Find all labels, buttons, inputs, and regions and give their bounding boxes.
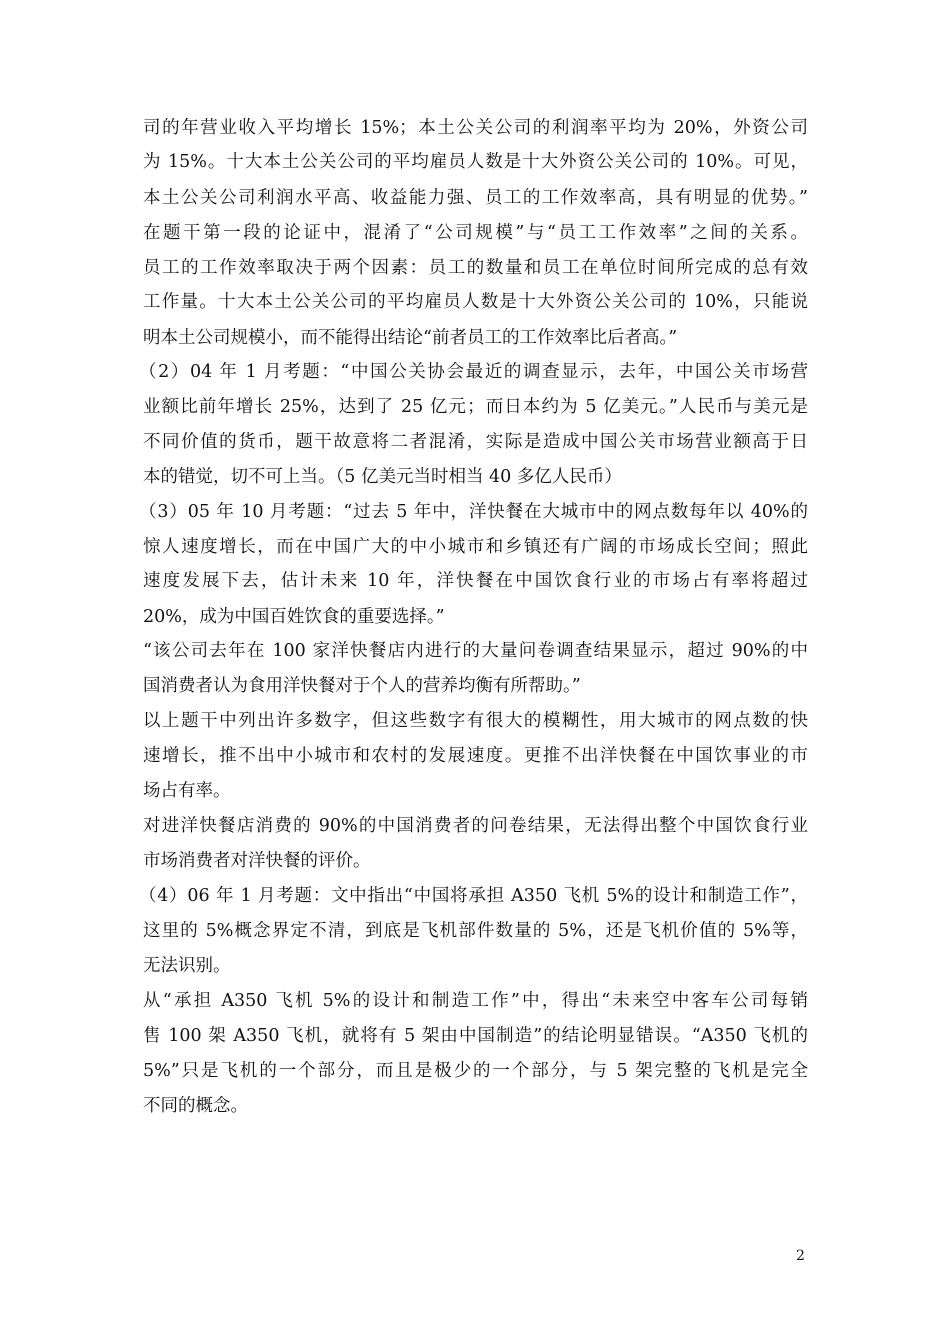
text-line: 售 100 架 A350 飞机，就将有 5 架由中国制造”的结论明显错误。“A350 飞机的	[143, 1026, 808, 1046]
text-line: 速度发展下去，估计未来 10 年，洋快餐在中国饮食行业的市场占有率将超过	[143, 571, 808, 591]
text-line: 国消费者认为食用洋快餐对于个人的营养均衡有所帮助。”	[143, 676, 581, 696]
text-line: 惊人速度增长，而在中国广大的中小城市和乡镇还有广阔的市场成长空间；照此	[143, 537, 808, 557]
text-line: （3）05 年 10 月考题：“过去 5 年中，洋快餐在大城市中的网点数每年以 40%的	[139, 502, 808, 522]
text-line: 明本土公司规模小，而不能得出结论“前者员工的工作效率比后者高。”	[143, 328, 678, 348]
text-line: 本土公关公司利润水平高、收益能力强、员工的工作效率高，具有明显的优势。”	[143, 188, 808, 208]
text-line: 5%”只是飞机的一个部分，而且是极少的一个部分，与 5 架完整的飞机是完全	[143, 1061, 808, 1081]
text-line: 速增长，推不出中小城市和农村的发展速度。更推不出洋快餐在中国饮事业的市	[143, 746, 808, 766]
text-line: 不同的概念。	[143, 1096, 248, 1116]
text-line: 以上题干中列出许多数字，但这些数字有很大的模糊性，用大城市的网点数的快	[143, 711, 808, 731]
text-line: 员工的工作效率取决于两个因素：员工的数量和员工在单位时间所完成的总有效	[143, 258, 808, 278]
text-line: 不同价值的货币，题干故意将二者混淆，实际是造成中国公关市场营业额高于日	[143, 432, 808, 452]
text-line: 无法识别。	[143, 956, 231, 976]
text-line: 在题干第一段的论证中，混淆了“公司规模”与“员工工作效率”之间的关系。	[143, 223, 808, 243]
text-line: “该公司去年在 100 家洋快餐店内进行的大量问卷调查结果显示，超过 90%的中	[143, 641, 808, 661]
text-line: 本的错觉，切不可上当。（5 亿美元当时相当 40 多亿人民币）	[143, 467, 622, 487]
text-line: （4）06 年 1 月考题：文中指出“中国将承担 A350 飞机 5%的设计和制造工作”，	[139, 886, 808, 906]
text-line: 20%，成为中国百姓饮食的重要选择。”	[143, 607, 445, 627]
page-number: 2	[796, 1248, 805, 1264]
text-line: 市场消费者对洋快餐的评价。	[143, 851, 371, 871]
text-line: 司的年营业收入平均增长 15%；本土公关公司的利润率平均为 20%，外资公司	[143, 118, 808, 138]
text-line: （2）04 年 1 月考题：“中国公关协会最近的调查显示，去年，中国公关市场营	[139, 362, 808, 382]
text-line: 场占有率。	[143, 781, 231, 801]
text-line: 业额比前年增长 25%，达到了 25 亿元；而日本约为 5 亿美元。”人民币与美元是	[143, 397, 808, 417]
text-line: 这里的 5%概念界定不清，到底是飞机部件数量的 5%，还是飞机价值的 5%等，	[143, 921, 808, 941]
text-line: 为 15%。十大本土公关公司的平均雇员人数是十大外资公关公司的 10%。可见，	[143, 152, 808, 172]
text-line: 从“承担 A350 飞机 5%的设计和制造工作”中，得出“未来空中客车公司每销	[143, 991, 808, 1011]
text-line: 对进洋快餐店消费的 90%的中国消费者的问卷结果，无法得出整个中国饮食行业	[143, 816, 808, 836]
text-line: 工作量。十大本土公关公司的平均雇员人数是十大外资公关公司的 10%，只能说	[143, 292, 808, 312]
